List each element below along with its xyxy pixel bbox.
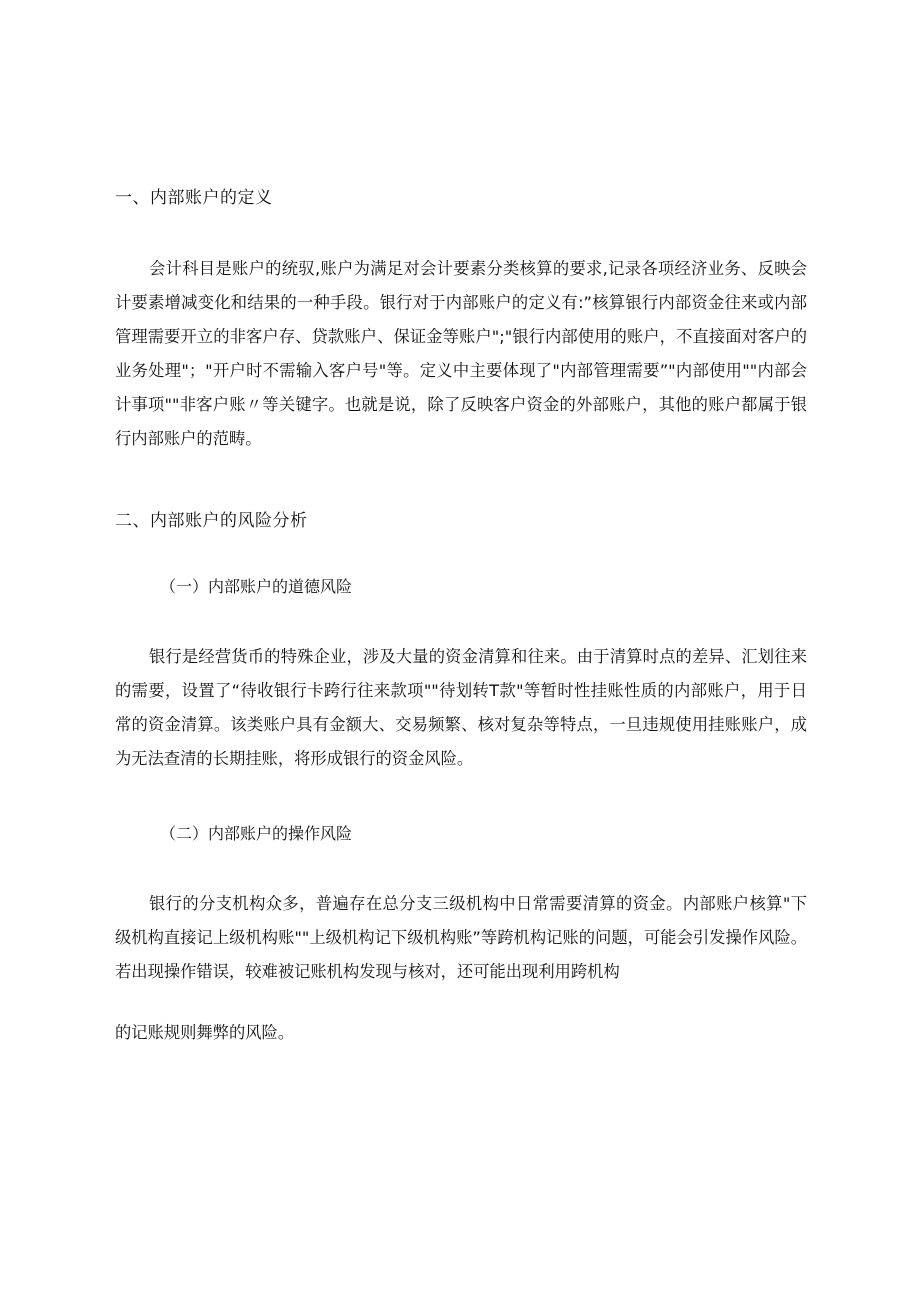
section-1-heading: 一、内部账户的定义 [115, 188, 273, 208]
subsection-1-heading: （一）内部账户的道德风险 [160, 577, 353, 596]
subsection-1-paragraph: 银行是经营货币的特殊企业，涉及大量的资金清算和往来。由于清算时点的差异、汇划往来的需要，设置了“待收银行卡跨行往来款项""待划转T款"等暂时性挂账性质的内部账户，用于日常的资金清算。该类账户具有金额大、交易频繁、核对复杂等特点，一旦违规使用挂账账户，成为无法查清的长期挂账，将形成银行的资金风险。 [115, 647, 807, 768]
section-2-heading: 二、内部账户的风险分析 [115, 511, 308, 531]
subsection-2-continuation: 的记账规则舞弊的风险。 [115, 1023, 295, 1042]
subsection-2-paragraph: 银行的分支机构众多，普遍存在总分支三级机构中日常需要清算的资金。内部账户核算"下级机构直接记上级机构账""上级机构记下级机构账”等跨机构记账的问题，可能会引发操作风险。若出现操作错误，较难被记账机构发现与核对，还可能出现利用跨机构 [115, 894, 807, 981]
section-1-paragraph: 会计科目是账户的统驭,账户为满足对会计要素分类核算的要求,记录各项经济业务、反映会计要素增减变化和结果的一种手段。银行对于内部账户的定义有:”核算银行内部资金往来或内部管理需要开立的非客户存、贷款账户、保证金等账户";"银行内部使用的账户，不直接面对客户的业务处理"；"开户时不需输入客户号"等。定义中主要体现了"内部管理需要”"内部使用""内部会计事项""非客户账〃等关键字。也就是说，除了反映客户资金的外部账户，其他的账户都属于银行内部账户的范畴。 [115, 259, 807, 448]
subsection-2-heading: （二）内部账户的操作风险 [160, 824, 353, 843]
